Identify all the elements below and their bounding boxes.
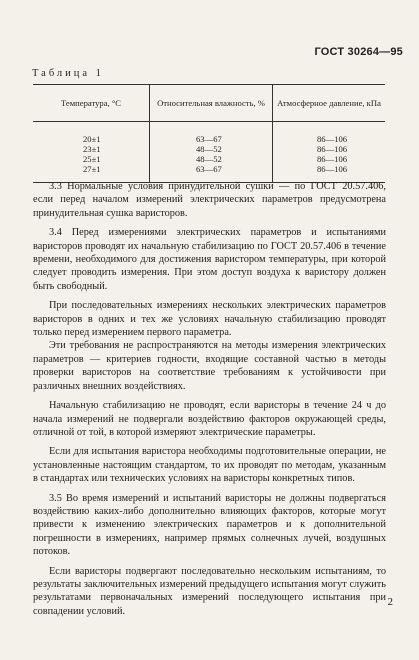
- paragraph: Начальную стабилизацию не проводят, если варисторы в течение 24 ч до начала измерений не подвергали воздействию факторов окружающей среды, отличной от той, в которой измеряют электрические параметры.: [33, 400, 386, 438]
- table-header-row: [33, 85, 385, 122]
- body-text: [33, 180, 386, 618]
- column-header-pressure: Атмосферное давление, кПа: [273, 85, 386, 122]
- cell-humidity: 48—52: [150, 144, 273, 154]
- cell-pressure: 86—106: [273, 154, 386, 164]
- cell-humidity: 63—67: [150, 122, 273, 145]
- paragraph-3-4: 3.4 Перед измерениями электрических параметров и испытаниями варисторов проводят их начальную стабилизацию по ГОСТ 20.57.406 в течение времени, необходимого для достижения варистором температуры, при которой следует проводить измерения. При этом доступ воздуха к варистору должен быть свободный.: [33, 227, 386, 292]
- paragraph: При последовательных измерениях нескольких электрических параметров варисторов в одних и тех же условиях начальную стабилизацию проводят только перед измерением первого параметра.: [33, 300, 386, 339]
- paragraph: Эти требования не распространяются на методы измерения электрических параметров — критериев годности, входящие составной частью в методы проверки варисторов на соответствие требованиям к устойчивости при различных внешних воздействиях.: [33, 340, 386, 392]
- column-header-humidity: Относительная влажность, %: [150, 85, 273, 122]
- cell-temperature: 27±1: [33, 164, 150, 183]
- document-id: ГОСТ 30264—95: [314, 46, 403, 58]
- table-row: [33, 122, 385, 145]
- cell-humidity: 63—67: [150, 164, 273, 183]
- table-row: [33, 154, 385, 164]
- cell-temperature: 23±1: [33, 144, 150, 154]
- table-row: [33, 144, 385, 154]
- page-number: 2: [387, 596, 393, 608]
- column-header-temperature: Температура, °С: [33, 85, 150, 122]
- cell-temperature: 25±1: [33, 154, 150, 164]
- paragraph-3-3: 3.3 Нормальные условия принудительной сушки — по ГОСТ 20.57.406, если перед началом измерений электрических параметров предусмотрена принудительная сушка варисторов.: [33, 181, 386, 219]
- conditions-table: [33, 84, 385, 183]
- cell-pressure: 86—106: [273, 144, 386, 154]
- cell-pressure: 86—106: [273, 164, 386, 183]
- paragraph: Если варисторы подвергают последовательно нескольким испытаниям, то результаты заключительных измерений предыдущего испытания могут служить результатами первоначальных измерений последующего испытания при совпадении условий.: [33, 565, 386, 617]
- paragraph: Если для испытания варистора необходимы подготовительные операции, не установленные настоящим стандартом, то их проводят по методам, указанным в стандартах или технических условиях на варисторы конкретных типов.: [33, 446, 386, 485]
- table-caption: Таблица 1: [32, 68, 104, 79]
- cell-humidity: 48—52: [150, 154, 273, 164]
- cell-pressure: 86—106: [273, 122, 386, 145]
- cell-temperature: 20±1: [33, 122, 150, 145]
- paragraph-3-5: 3.5 Во время измерений и испытаний варисторы не должны подвергаться воздействию каких-либо дополнительно влияющих факторов, которые могут привести к изменению электрических параметров и к дополнительной погрешности в измерениях, например прямых солнечных лучей, воздушных потоков.: [33, 492, 386, 558]
